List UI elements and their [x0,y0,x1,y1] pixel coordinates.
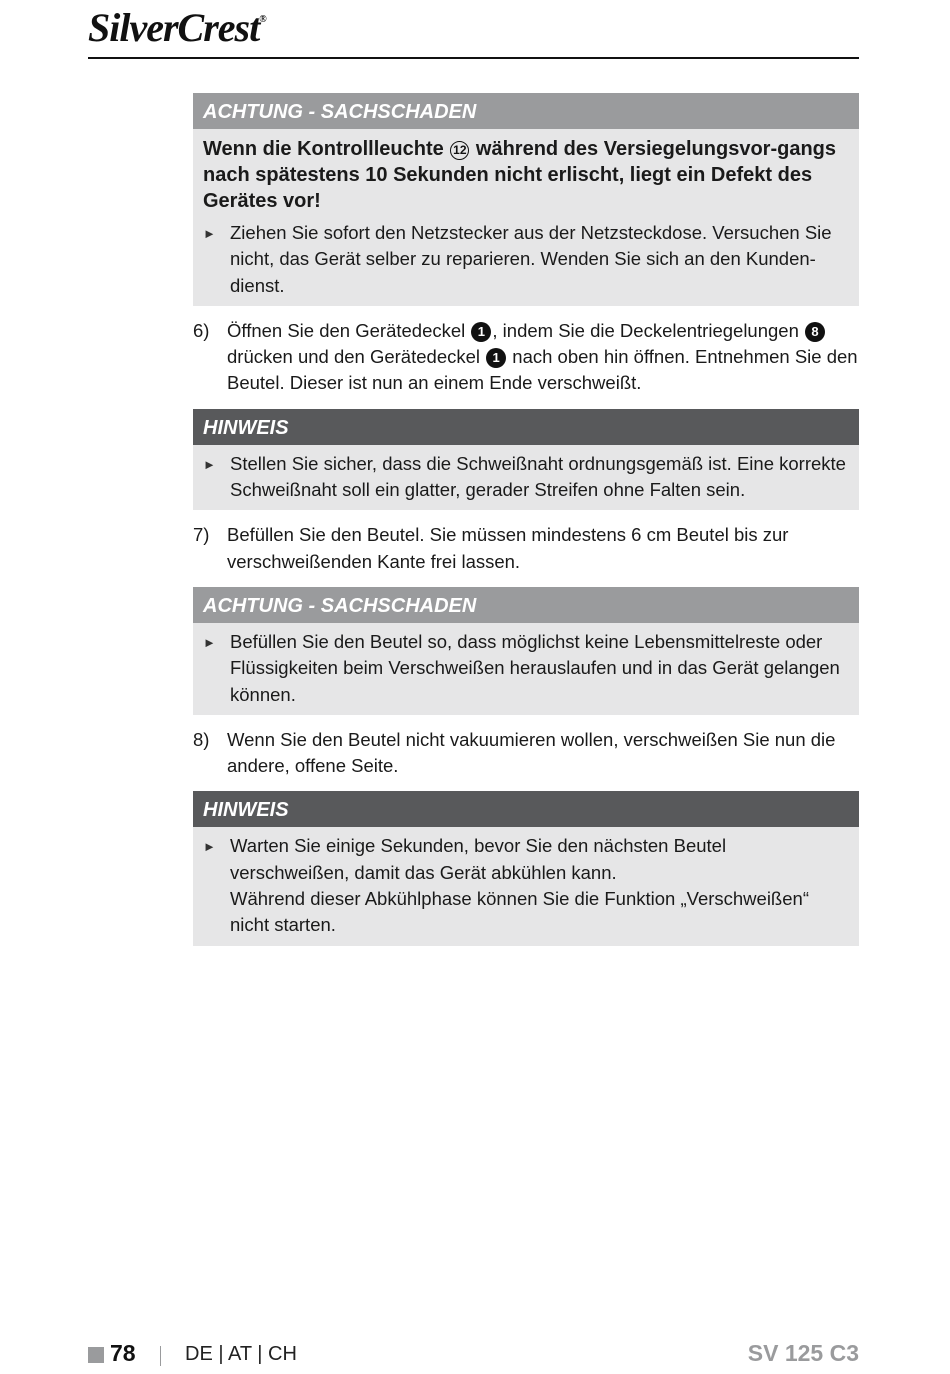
note-title: HINWEIS [193,791,859,827]
reference-number-1: 1 [486,348,506,368]
triangle-right-icon: ► [203,226,216,241]
bullet-item: ► Warten Sie einige Sekunden, bevor Sie den nächsten Beutel verschweißen, damit das Gerät abkühlen kann. Während dieser Abkühlphase können Sie die Funktion „Verschweißen“ nicht starten. [203,833,849,938]
bullet-item: ► Ziehen Sie sofort den Netzstecker aus der Netzsteckdose. Versuchen Sie nicht, das Gerät selber zu reparieren. Wenden Sie sich an den Kunden-dienst. [203,220,849,299]
note-box-1 [193,409,859,511]
bullet-item: ► Stellen Sie sicher, dass die Schweißnaht ordnungsgemäß ist. Eine korrekte Schweißnaht soll ein glatter, gerader Streifen ohne Falten sein. [203,451,849,504]
warning-title: ACHTUNG - SACHSCHADEN [193,93,859,129]
reference-number-12: 12 [450,141,469,160]
warning-title: ACHTUNG - SACHSCHADEN [193,587,859,623]
language-codes: DE | AT | CH [185,1343,297,1365]
bullet-item: ► Befüllen Sie den Beutel so, dass möglichst keine Lebensmittelreste oder Flüssigkeiten beim Verschweißen herauslaufen und in das Gerät gelangen können. [203,629,849,708]
triangle-right-icon: ► [203,839,216,855]
page-number: 78 [110,1340,136,1366]
brand-logo: SilverCrest® [88,5,266,50]
triangle-right-icon: ► [203,456,216,472]
step-7: 7) Befüllen Sie den Beutel. Sie müssen mindestens 6 cm Beutel bis zur verschweißenden Kante frei lassen. [193,524,789,572]
header-rule [88,57,859,59]
note-box-2 [193,791,859,945]
footer-divider [160,1346,161,1366]
step-6: 6) Öffnen Sie den Gerätedeckel 1 , indem Sie die Deckelentriegelungen 8 drücken und den Gerätedeckel 1 nach oben hin öffnen. Entnehmen Sie den Beutel. Dieser ist nun an einem Ende verschweißt. [193,319,858,394]
model-number: SV 125 C3 [747,1340,859,1366]
triangle-right-icon: ► [203,634,216,650]
warning-box-2 [193,587,859,715]
warning-box-1 [193,93,859,306]
warning-statement: Wenn die Kontrollleuchte 12 während des Versiegelungsvor-gangs nach spätestens 10 Sekunden nicht erlischt, liegt ein Defekt des Gerätes vor! [203,138,836,212]
note-title: HINWEIS [193,409,859,445]
manual-content [193,93,859,958]
reference-number-1: 1 [471,322,491,342]
reference-number-8: 8 [805,322,825,342]
footer-square-marker [88,1347,104,1363]
step-8: 8) Wenn Sie den Beutel nicht vakuumieren wollen, verschweißen Sie nun die andere, offene Seite. [193,728,836,777]
